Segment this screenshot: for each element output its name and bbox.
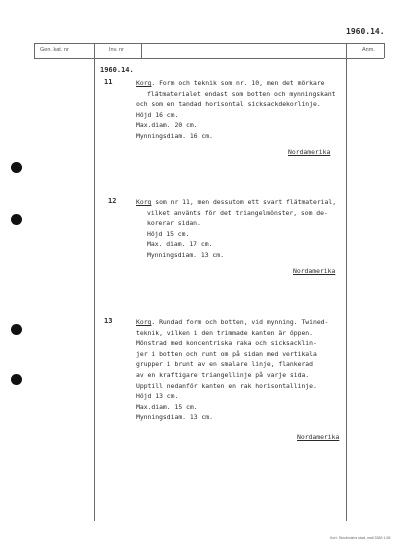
entry-region-11: Nordamerika (288, 148, 331, 156)
entry-line: Mönstrad med koncentriska raka och sicksacklin- (136, 339, 317, 348)
col-header-anm: Anm. (362, 47, 375, 53)
entry-line: Max.diam. 15 cm. (136, 402, 198, 411)
document-id: 1960.14. (346, 27, 385, 36)
entry-keyword: Korg (136, 79, 152, 87)
entry-text-12 (136, 197, 336, 261)
col-header-inv-nr: Inv. nr (109, 47, 124, 53)
header-bottom-rule (34, 58, 384, 59)
header-top-rule (34, 43, 384, 44)
entry-keyword: Korg (136, 198, 152, 206)
entry-line: Mynningsdiam. 16 cm. (136, 131, 213, 140)
punch-hole-4 (11, 374, 22, 385)
punch-hole-3 (11, 324, 22, 335)
entry-line: Mynningsdiam. 13 cm. (136, 413, 213, 422)
column-divider-1 (94, 43, 95, 521)
entry-region-12: Nordamerika (293, 267, 336, 275)
entry-line: grupper i brunt av en smalare linje, flankerad (136, 360, 313, 369)
entry-line: Höjd 16 cm. (136, 110, 179, 119)
entry-number-13: 13 (104, 317, 113, 325)
print-footer: Kort: Stockholms stad, mall 3389 1.65 (330, 536, 391, 540)
entry-line: och som en tandad horisontal sicksackdekorlinje. (136, 100, 321, 109)
col-header-gen-kat-nr: Gen. kat. nr (40, 47, 69, 53)
entry-line: Max.diam. 20 cm. (136, 121, 198, 130)
entry-line: Höjd 15 cm. (147, 229, 190, 238)
entry-line: jer i botten och runt om på sidan med vertikala (136, 349, 317, 358)
entry-line: Mynningsdiam. 13 cm. (147, 250, 224, 259)
entry-line: Upptill nedanför kanten en rak horisontallinje. (136, 381, 317, 390)
entry-number-11: 11 (104, 78, 113, 86)
entry-region-13: Nordamerika (297, 433, 340, 441)
entry-line: korerar sidan. (147, 219, 201, 228)
entry-text-11 (136, 78, 336, 142)
entry-line: av en kraftigare triangellinje på varje sida. (136, 370, 310, 379)
entry-line: Korg. Rundad form och botten, vid mynning. Twined- (136, 318, 329, 326)
entry-line: Max. diam. 17 cm. (147, 240, 213, 249)
frame-right-edge (384, 43, 385, 58)
column-divider-2-header (141, 43, 142, 58)
entry-keyword: Korg (136, 318, 152, 326)
frame-left-edge (34, 43, 35, 58)
entry-line: Höjd 13 cm. (136, 392, 179, 401)
punch-hole-1 (11, 162, 22, 173)
punch-hole-2 (11, 214, 22, 225)
entry-number-12: 12 (108, 197, 117, 205)
entry-line: flätmaterialet endast som botten och mynningskant (147, 89, 336, 98)
entry-line: Korg som nr 11, men dessutom ett svart flätmaterial, (136, 198, 337, 206)
entry-line: Korg. Form och teknik som nr. 10, men det mörkare (136, 79, 325, 87)
entry-line: teknik, vilken i den trimmade kanten är öppen. (136, 328, 313, 337)
entry-line: vilket använts för det triangelmönster, som de- (147, 208, 328, 217)
inv-heading: 1960.14. (100, 66, 134, 74)
entry-text-13 (136, 317, 328, 423)
column-divider-3 (346, 43, 347, 521)
